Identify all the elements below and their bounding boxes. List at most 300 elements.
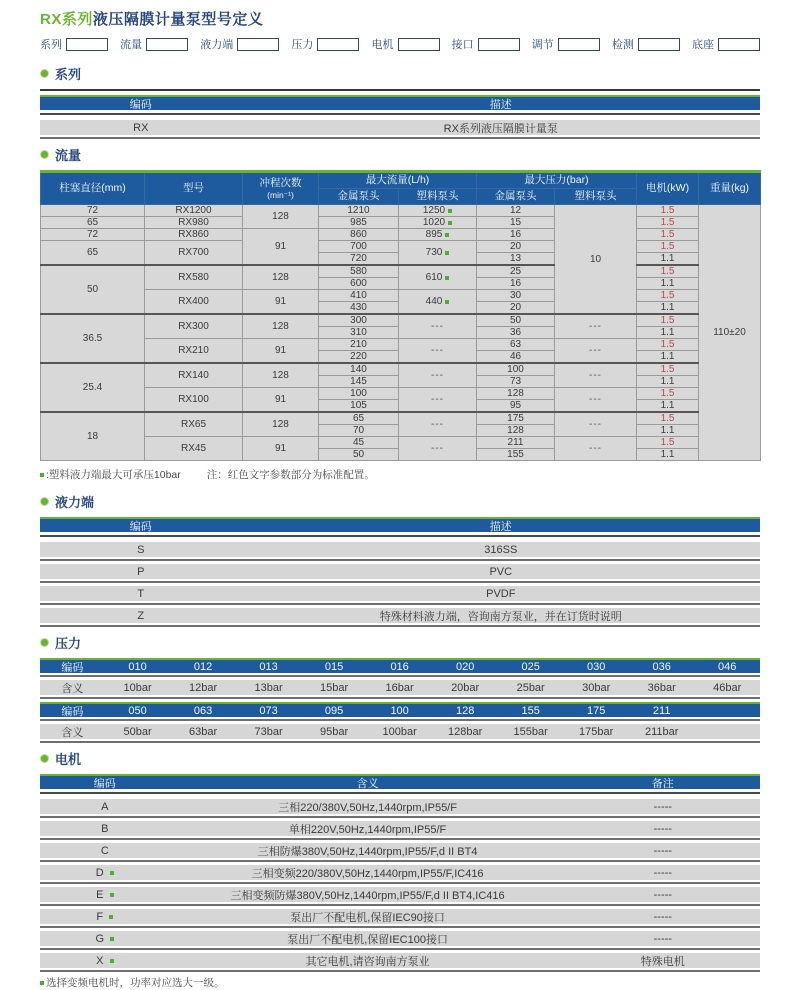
flow-table-cell: 128 bbox=[243, 363, 319, 388]
pressure-code-row-1-cell: 020 bbox=[455, 660, 475, 673]
flow-col-header: 柱塞直径(mm) bbox=[41, 172, 145, 205]
flow-table-cell: 1.5 bbox=[637, 205, 699, 217]
hydraulic-table-row bbox=[40, 564, 760, 579]
section-motor bbox=[40, 749, 760, 990]
motor-table bbox=[40, 774, 760, 968]
pressure-code-row-2-label: 编码 bbox=[61, 705, 84, 718]
flow-table-cell: 50 bbox=[41, 265, 145, 314]
model-field-5 bbox=[452, 36, 520, 52]
model-code-builder bbox=[40, 36, 760, 52]
pressure-code-row-2-cell: 073 bbox=[259, 704, 278, 717]
flow-table-cell: 1.5 bbox=[637, 217, 699, 229]
flow-table-cell: 16 bbox=[477, 278, 555, 290]
hydraulic-section-header bbox=[40, 492, 760, 511]
plastic-head-marker-icon bbox=[445, 276, 449, 280]
motor-footnote bbox=[40, 975, 760, 990]
flow-table-cell: RX140 bbox=[145, 363, 243, 388]
flow-table-cell: --- bbox=[555, 363, 637, 388]
flow-table-cell: 30 bbox=[477, 290, 555, 302]
flow-table-cell: 46 bbox=[477, 351, 555, 364]
motor-table-header bbox=[40, 774, 760, 789]
series-col-header: 描述 bbox=[489, 98, 512, 111]
model-field-4 bbox=[372, 36, 440, 52]
model-field-label: 电机 bbox=[371, 39, 394, 51]
model-field-2 bbox=[200, 36, 279, 52]
flow-table-cell: 155 bbox=[477, 449, 555, 461]
hydraulic-section-title: 液力端 bbox=[55, 495, 95, 511]
flow-table-cell: 700 bbox=[319, 241, 399, 253]
pressure-table bbox=[40, 658, 760, 739]
motor-table-row bbox=[40, 865, 760, 880]
motor-meaning-cell: 单相220V,50Hz,1440rpm,IP55/F bbox=[288, 823, 447, 836]
flow-table-cell: 1.1 bbox=[637, 278, 699, 290]
pressure-code-row-1-cell: 030 bbox=[586, 660, 606, 673]
hydraulic-code-cell: Z bbox=[137, 609, 145, 622]
flow-table-cell: RX860 bbox=[145, 229, 243, 241]
flow-table-cell: --- bbox=[399, 388, 477, 413]
pressure-meaning-row-1 bbox=[40, 680, 760, 695]
pressure-code-row-1 bbox=[40, 658, 760, 673]
motor-table-row bbox=[40, 887, 760, 902]
model-code-box bbox=[558, 38, 600, 51]
pressure-code-row-1-cell: 010 bbox=[128, 660, 147, 673]
series-table-header bbox=[40, 95, 760, 110]
hydraulic-desc-cell: 特殊材料液力端，咨询南方泵业，并在订货时说明 bbox=[379, 610, 622, 623]
flow-table-cell: 1.5 bbox=[637, 412, 699, 425]
series-col-header: 编码 bbox=[129, 98, 152, 111]
flow-table-cell: 730 bbox=[399, 241, 477, 266]
flow-table-cell: 300 bbox=[319, 314, 399, 327]
motor-table-row bbox=[40, 931, 760, 946]
standard-config-marker-icon bbox=[40, 981, 44, 985]
flow-table-cell: 50 bbox=[477, 314, 555, 327]
flow-table-cell: 985 bbox=[319, 217, 399, 229]
motor-table-row bbox=[40, 799, 760, 814]
flow-table-cell: 440 bbox=[399, 290, 477, 315]
series-desc-cell: RX系列液压隔膜计量泵 bbox=[443, 122, 558, 135]
flow-table-cell: --- bbox=[399, 314, 477, 339]
hydraulic-table-row bbox=[40, 586, 760, 601]
series-section-title: 系列 bbox=[55, 67, 82, 82]
flow-footnote bbox=[40, 467, 760, 482]
flow-table-cell: 1.5 bbox=[637, 363, 699, 376]
pressure-meaning-row-1-cell: 10bar bbox=[123, 681, 152, 694]
pressure-code-row-2-cell: 100 bbox=[390, 704, 409, 717]
pressure-code-row-1-cell: 013 bbox=[259, 660, 278, 673]
section-bullet-icon bbox=[40, 754, 49, 763]
pressure-meaning-row-2-cell: 63bar bbox=[189, 725, 218, 738]
flow-table-row bbox=[41, 314, 761, 327]
motor-meaning-cell: 三相防爆380V,50Hz,1440rpm,IP55/F,d II BT4 bbox=[257, 845, 478, 858]
flow-footnote-marker-text: :塑料液力端最大可承压10bar bbox=[46, 469, 181, 482]
flow-table-cell: 65 bbox=[319, 412, 399, 425]
model-field-1 bbox=[120, 36, 188, 52]
pressure-meaning-row-1-cell: 30bar bbox=[582, 681, 611, 694]
series-table-row bbox=[40, 120, 760, 135]
flow-table-cell: 91 bbox=[243, 388, 319, 413]
pressure-meaning-row-2-label: 含义 bbox=[61, 726, 84, 739]
flow-table-cell: 100 bbox=[319, 388, 399, 400]
flow-table-cell: 16 bbox=[477, 229, 555, 241]
plastic-head-marker-icon bbox=[445, 251, 449, 255]
motor-meaning-cell: 其它电机,请咨询南方泵业 bbox=[305, 955, 430, 968]
page-title bbox=[40, 8, 760, 29]
flow-table-cell: 1.5 bbox=[637, 265, 699, 278]
pressure-meaning-row-2-cell: 95bar bbox=[320, 725, 349, 738]
motor-note-cell: ----- bbox=[653, 910, 672, 923]
motor-footnote-text: 选择变频电机时，功率对应选大一级。 bbox=[46, 977, 225, 990]
model-code-box bbox=[478, 38, 520, 51]
flow-table-cell: 1.1 bbox=[637, 376, 699, 388]
flow-table-cell: 1.1 bbox=[637, 253, 699, 266]
motor-col-header: 备注 bbox=[651, 777, 674, 790]
flow-subcol-header: 金属泵头 bbox=[477, 189, 555, 205]
section-pressure bbox=[40, 633, 760, 739]
flow-table-cell: 860 bbox=[319, 229, 399, 241]
flow-table-cell: 20 bbox=[477, 241, 555, 253]
flow-table-cell: --- bbox=[399, 339, 477, 364]
motor-code-cell: E bbox=[40, 889, 170, 901]
pressure-meaning-row-1-cell: 46bar bbox=[713, 681, 742, 694]
motor-note-cell: ----- bbox=[653, 800, 672, 813]
flow-table-cell: RX580 bbox=[145, 265, 243, 290]
hydraulic-table-row bbox=[40, 608, 760, 623]
flow-table-cell: 1020 bbox=[399, 217, 477, 229]
series-code-cell: RX bbox=[133, 121, 149, 134]
plastic-head-marker-icon bbox=[448, 221, 452, 225]
flow-footnote-note-text: 注：红色文字参数部分为标准配置。 bbox=[206, 469, 375, 482]
flow-table-cell: 72 bbox=[41, 205, 145, 217]
flow-table-row bbox=[41, 290, 761, 302]
model-code-box bbox=[237, 38, 279, 51]
flow-table-cell: 45 bbox=[319, 437, 399, 449]
flow-table-cell: 1.5 bbox=[637, 388, 699, 400]
model-field-label: 液力端 bbox=[200, 39, 234, 51]
model-field-0 bbox=[40, 36, 108, 52]
flow-table-cell: 91 bbox=[243, 339, 319, 364]
flow-table-row bbox=[41, 265, 761, 278]
flow-subcol-header: 金属泵头 bbox=[319, 189, 399, 205]
flow-table-cell: --- bbox=[555, 339, 637, 364]
flow-table-cell: 430 bbox=[319, 302, 399, 315]
hydraulic-header-separator bbox=[40, 535, 760, 537]
flow-table-cell: 25.4 bbox=[41, 363, 145, 412]
page-title-series-part: RX系列 bbox=[40, 11, 93, 28]
flow-table-cell: 63 bbox=[477, 339, 555, 351]
motor-header-separator bbox=[40, 792, 760, 794]
pressure-meaning-row-2-cell: 211bar bbox=[644, 725, 679, 738]
flow-table-cell: --- bbox=[399, 412, 477, 437]
flow-table-cell: 1.1 bbox=[637, 327, 699, 339]
motor-code-cell: F bbox=[40, 911, 170, 923]
motor-note-cell: ----- bbox=[653, 844, 672, 857]
model-field-6 bbox=[532, 36, 600, 52]
flow-table-cell: RX65 bbox=[145, 412, 243, 437]
pressure-meaning-row-2-cell: 50bar bbox=[123, 725, 152, 738]
flow-col-header: 重量(kg) bbox=[699, 172, 761, 205]
flow-table-cell: 91 bbox=[243, 290, 319, 315]
pressure-code-row-2-cell: 211 bbox=[652, 704, 671, 717]
pressure-code-row-2-cell: 050 bbox=[128, 704, 147, 717]
pressure-code-row-1-cell: 036 bbox=[652, 660, 671, 673]
hydraulic-code-cell: S bbox=[137, 543, 145, 556]
motor-table-rows bbox=[40, 799, 760, 968]
flow-table-cell: 410 bbox=[319, 290, 399, 302]
pressure-meaning-row-1-cell: 15bar bbox=[320, 681, 349, 694]
flow-table-cell: 105 bbox=[319, 400, 399, 413]
motor-note-cell: ----- bbox=[653, 888, 672, 901]
motor-code-cell: C bbox=[100, 844, 109, 857]
flow-table-cell: 36.5 bbox=[41, 314, 145, 363]
flow-table-cell: 18 bbox=[41, 412, 145, 461]
section-bullet-icon bbox=[40, 497, 49, 506]
flow-table-cell: --- bbox=[555, 437, 637, 461]
pressure-code-row-2 bbox=[40, 702, 760, 717]
flow-table-cell: 12 bbox=[477, 205, 555, 217]
standard-config-marker-icon bbox=[110, 893, 114, 897]
flow-table-cell: 1.5 bbox=[637, 241, 699, 253]
flow-col-header: 电机(kW) bbox=[637, 172, 699, 205]
flow-table-cell: 72 bbox=[41, 229, 145, 241]
pressure-meaning-row-2-cell: 155bar bbox=[513, 725, 548, 738]
flow-table-cell: 220 bbox=[319, 351, 399, 364]
flow-table-cell: 1.5 bbox=[637, 229, 699, 241]
plastic-head-marker-icon bbox=[448, 209, 452, 213]
hydraulic-table-rows bbox=[40, 542, 760, 623]
flow-table-cell: 1.1 bbox=[637, 449, 699, 461]
flow-table-cell: 175 bbox=[477, 412, 555, 425]
section-bullet-icon bbox=[40, 150, 49, 159]
model-code-box bbox=[146, 38, 188, 51]
pressure-code-row-2-cell: 095 bbox=[324, 704, 344, 717]
motor-note-cell: ----- bbox=[653, 932, 672, 945]
flow-table-cell: 1.5 bbox=[637, 290, 699, 302]
flow-table-cell: --- bbox=[399, 363, 477, 388]
page-title-rest-part: 液压隔膜计量泵型号定义 bbox=[92, 11, 264, 28]
motor-note-cell: ----- bbox=[653, 822, 672, 835]
motor-meaning-cell: 三相变频防爆380V,50Hz,1440rpm,IP55/F,d II BT4,IC416 bbox=[230, 889, 505, 902]
pressure-meaning-row-1-cell: 36bar bbox=[647, 681, 676, 694]
flow-table-cell: 310 bbox=[319, 327, 399, 339]
flow-table-cell: 1.5 bbox=[637, 339, 699, 351]
model-field-label: 检测 bbox=[611, 39, 634, 51]
flow-table-cell: 73 bbox=[477, 376, 555, 388]
hydraulic-col-header: 编码 bbox=[129, 520, 152, 533]
flow-table-cell: 1.1 bbox=[637, 425, 699, 437]
flow-col-header: 最大压力(bar) bbox=[477, 172, 637, 189]
model-code-box bbox=[638, 38, 680, 51]
flow-table-cell: 128 bbox=[243, 265, 319, 290]
flow-table-cell: --- bbox=[555, 388, 637, 413]
flow-table-cell: 15 bbox=[477, 217, 555, 229]
flow-table-cell: 95 bbox=[477, 400, 555, 413]
series-section-header bbox=[40, 64, 760, 83]
flow-table-cell: 1.1 bbox=[637, 351, 699, 364]
section-bullet-icon bbox=[40, 638, 49, 647]
flow-table-cell: RX210 bbox=[145, 339, 243, 364]
flow-table-row bbox=[41, 363, 761, 376]
plastic-head-marker-icon bbox=[445, 233, 449, 237]
flow-table-row bbox=[41, 205, 761, 217]
flow-table-cell: 140 bbox=[319, 363, 399, 376]
flow-table-cell: 580 bbox=[319, 265, 399, 278]
motor-table-row bbox=[40, 821, 760, 836]
flow-table-cell: RX700 bbox=[145, 241, 243, 266]
hydraulic-table-row bbox=[40, 542, 760, 557]
flow-table-cell: 65 bbox=[41, 217, 145, 229]
flow-table-row bbox=[41, 437, 761, 449]
flow-subcol-header: 塑料泵头 bbox=[555, 189, 637, 205]
pressure-meaning-row-2-cell: 100bar bbox=[382, 725, 417, 738]
model-code-box bbox=[66, 38, 108, 51]
motor-code-cell: X bbox=[40, 955, 170, 967]
series-table bbox=[40, 95, 760, 135]
flow-table-cell: 13 bbox=[477, 253, 555, 266]
pressure-meaning-row-1-cell: 16bar bbox=[385, 681, 414, 694]
model-field-label: 压力 bbox=[291, 39, 314, 51]
flow-table-cell: 128 bbox=[243, 314, 319, 339]
flow-section-title: 流量 bbox=[55, 148, 82, 163]
flow-col-header: 型号 bbox=[145, 172, 243, 205]
flow-table-row bbox=[41, 412, 761, 425]
series-top-rule bbox=[40, 89, 760, 91]
pressure-code-row-1-cell: 015 bbox=[324, 660, 344, 673]
flow-table-cell: 1.1 bbox=[637, 400, 699, 413]
flow-table-cell: 600 bbox=[319, 278, 399, 290]
pressure-meaning-row-1-label: 含义 bbox=[61, 682, 84, 695]
standard-config-marker-icon bbox=[40, 473, 44, 477]
flow-table-cell: 91 bbox=[243, 229, 319, 266]
flow-table-cell: 128 bbox=[477, 388, 555, 400]
model-code-box bbox=[398, 38, 440, 51]
pressure-meaning-row-2-cell: 175bar bbox=[579, 725, 614, 738]
hydraulic-desc-cell: PVDF bbox=[486, 587, 516, 600]
flow-table-row bbox=[41, 339, 761, 351]
flow-table-cell: 128 bbox=[243, 205, 319, 229]
flow-table-cell: --- bbox=[555, 412, 637, 437]
flow-table-cell: 36 bbox=[477, 327, 555, 339]
pressure-code-row-1-cell: 046 bbox=[718, 660, 737, 673]
section-series bbox=[40, 64, 760, 135]
pressure-code-row-2-cell: 155 bbox=[521, 704, 540, 717]
pressure-meaning-row-2-cell: 128bar bbox=[448, 725, 483, 738]
flow-table-cell: 1210 bbox=[319, 205, 399, 217]
flow-table-row bbox=[41, 229, 761, 241]
flow-table-row bbox=[41, 388, 761, 400]
pressure-meaning-row-2-cell: 73bar bbox=[254, 725, 283, 738]
motor-table-row bbox=[40, 953, 760, 968]
flow-table-cell: RX1200 bbox=[145, 205, 243, 217]
motor-col-header: 含义 bbox=[356, 777, 379, 790]
pressure-meaning-row-1-cell: 25bar bbox=[516, 681, 545, 694]
flow-table-cell: 1.5 bbox=[637, 314, 699, 327]
model-field-label: 底座 bbox=[692, 39, 714, 51]
model-field-label: 系列 bbox=[40, 39, 62, 51]
flow-table-cell: 25 bbox=[477, 265, 555, 278]
flow-table bbox=[40, 170, 761, 461]
standard-config-marker-icon bbox=[110, 959, 114, 963]
flow-table-cell: 1.5 bbox=[637, 437, 699, 449]
motor-meaning-cell: 三相变频220/380V,50Hz,1440rpm,IP55/F,IC416 bbox=[251, 867, 484, 880]
flow-table-body bbox=[41, 205, 761, 461]
flow-table-cell: 610 bbox=[399, 265, 477, 290]
flow-table-row bbox=[41, 241, 761, 253]
hydraulic-desc-cell: PVC bbox=[489, 565, 513, 578]
hydraulic-desc-cell: 316SS bbox=[484, 543, 518, 556]
pressure-code-row-1-cell: 016 bbox=[390, 660, 409, 673]
section-bullet-icon bbox=[40, 69, 49, 78]
flow-table-cell: RX100 bbox=[145, 388, 243, 413]
motor-meaning-cell: 泵出厂不配电机,保留IEC100接口 bbox=[287, 933, 448, 946]
flow-table-cell: RX45 bbox=[145, 437, 243, 461]
model-field-8 bbox=[692, 36, 760, 52]
model-field-label: 调节 bbox=[531, 39, 554, 51]
model-code-box bbox=[317, 38, 359, 51]
pressure-meaning-row-2 bbox=[40, 724, 760, 739]
motor-section-title: 电机 bbox=[55, 752, 82, 768]
motor-code-cell: B bbox=[101, 822, 109, 835]
motor-code-cell: A bbox=[101, 800, 109, 813]
flow-table-cell: 20 bbox=[477, 302, 555, 315]
flow-table-head bbox=[41, 172, 761, 205]
flow-table-cell: 110±20 bbox=[699, 205, 761, 461]
motor-meaning-cell: 三相220/380V,50Hz,1440rpm,IP55/F bbox=[278, 801, 457, 814]
motor-meaning-cell: 泵出厂不配电机,保留IEC90接口 bbox=[290, 911, 445, 924]
motor-table-row bbox=[40, 843, 760, 858]
pressure-section-title: 压力 bbox=[55, 636, 82, 652]
pressure-meaning-row-1-cell: 13bar bbox=[254, 681, 283, 694]
motor-section-header bbox=[40, 749, 760, 768]
flow-table-cell: 91 bbox=[243, 437, 319, 461]
flow-col-header: 最大流量(L/h) bbox=[319, 172, 477, 189]
model-field-label: 接口 bbox=[451, 39, 474, 51]
flow-table-cell: 1.1 bbox=[637, 302, 699, 315]
flow-table-cell: 210 bbox=[319, 339, 399, 351]
pressure-code-row-2-cell: 128 bbox=[455, 704, 475, 717]
flow-header-row-1 bbox=[41, 172, 761, 189]
model-field-label: 流量 bbox=[120, 39, 143, 51]
flow-table-cell: 128 bbox=[477, 425, 555, 437]
flow-table-row bbox=[41, 217, 761, 229]
pressure-section-header bbox=[40, 633, 760, 652]
hydraulic-col-header: 描述 bbox=[489, 520, 512, 533]
series-header-separator bbox=[40, 113, 760, 115]
flow-table-cell: 720 bbox=[319, 253, 399, 266]
flow-table-cell: 65 bbox=[41, 241, 145, 266]
pressure-meaning-row-1-cell: 20bar bbox=[451, 681, 480, 694]
motor-code-cell: D bbox=[40, 867, 170, 879]
standard-config-marker-icon bbox=[110, 871, 114, 875]
flow-table-cell: --- bbox=[555, 314, 637, 339]
series-table-rows bbox=[40, 120, 760, 135]
flow-table-cell: 211 bbox=[477, 437, 555, 449]
motor-code-cell: G bbox=[40, 933, 170, 945]
flow-table-cell: 70 bbox=[319, 425, 399, 437]
hydraulic-table bbox=[40, 517, 760, 623]
model-code-box bbox=[718, 38, 760, 51]
standard-config-marker-icon bbox=[109, 915, 113, 919]
flow-section-header bbox=[40, 145, 760, 164]
flow-table-cell: RX400 bbox=[145, 290, 243, 315]
model-field-3 bbox=[291, 36, 359, 52]
flow-table-cell: 10 bbox=[555, 205, 637, 315]
pressure-code-row-2-cell: 063 bbox=[193, 704, 213, 717]
pressure-meaning-row-1-cell: 12bar bbox=[189, 681, 218, 694]
motor-note-cell: 特殊电机 bbox=[640, 955, 685, 968]
plastic-head-marker-icon bbox=[445, 300, 449, 304]
hydraulic-table-header bbox=[40, 517, 760, 532]
flow-table-cell: 895 bbox=[399, 229, 477, 241]
